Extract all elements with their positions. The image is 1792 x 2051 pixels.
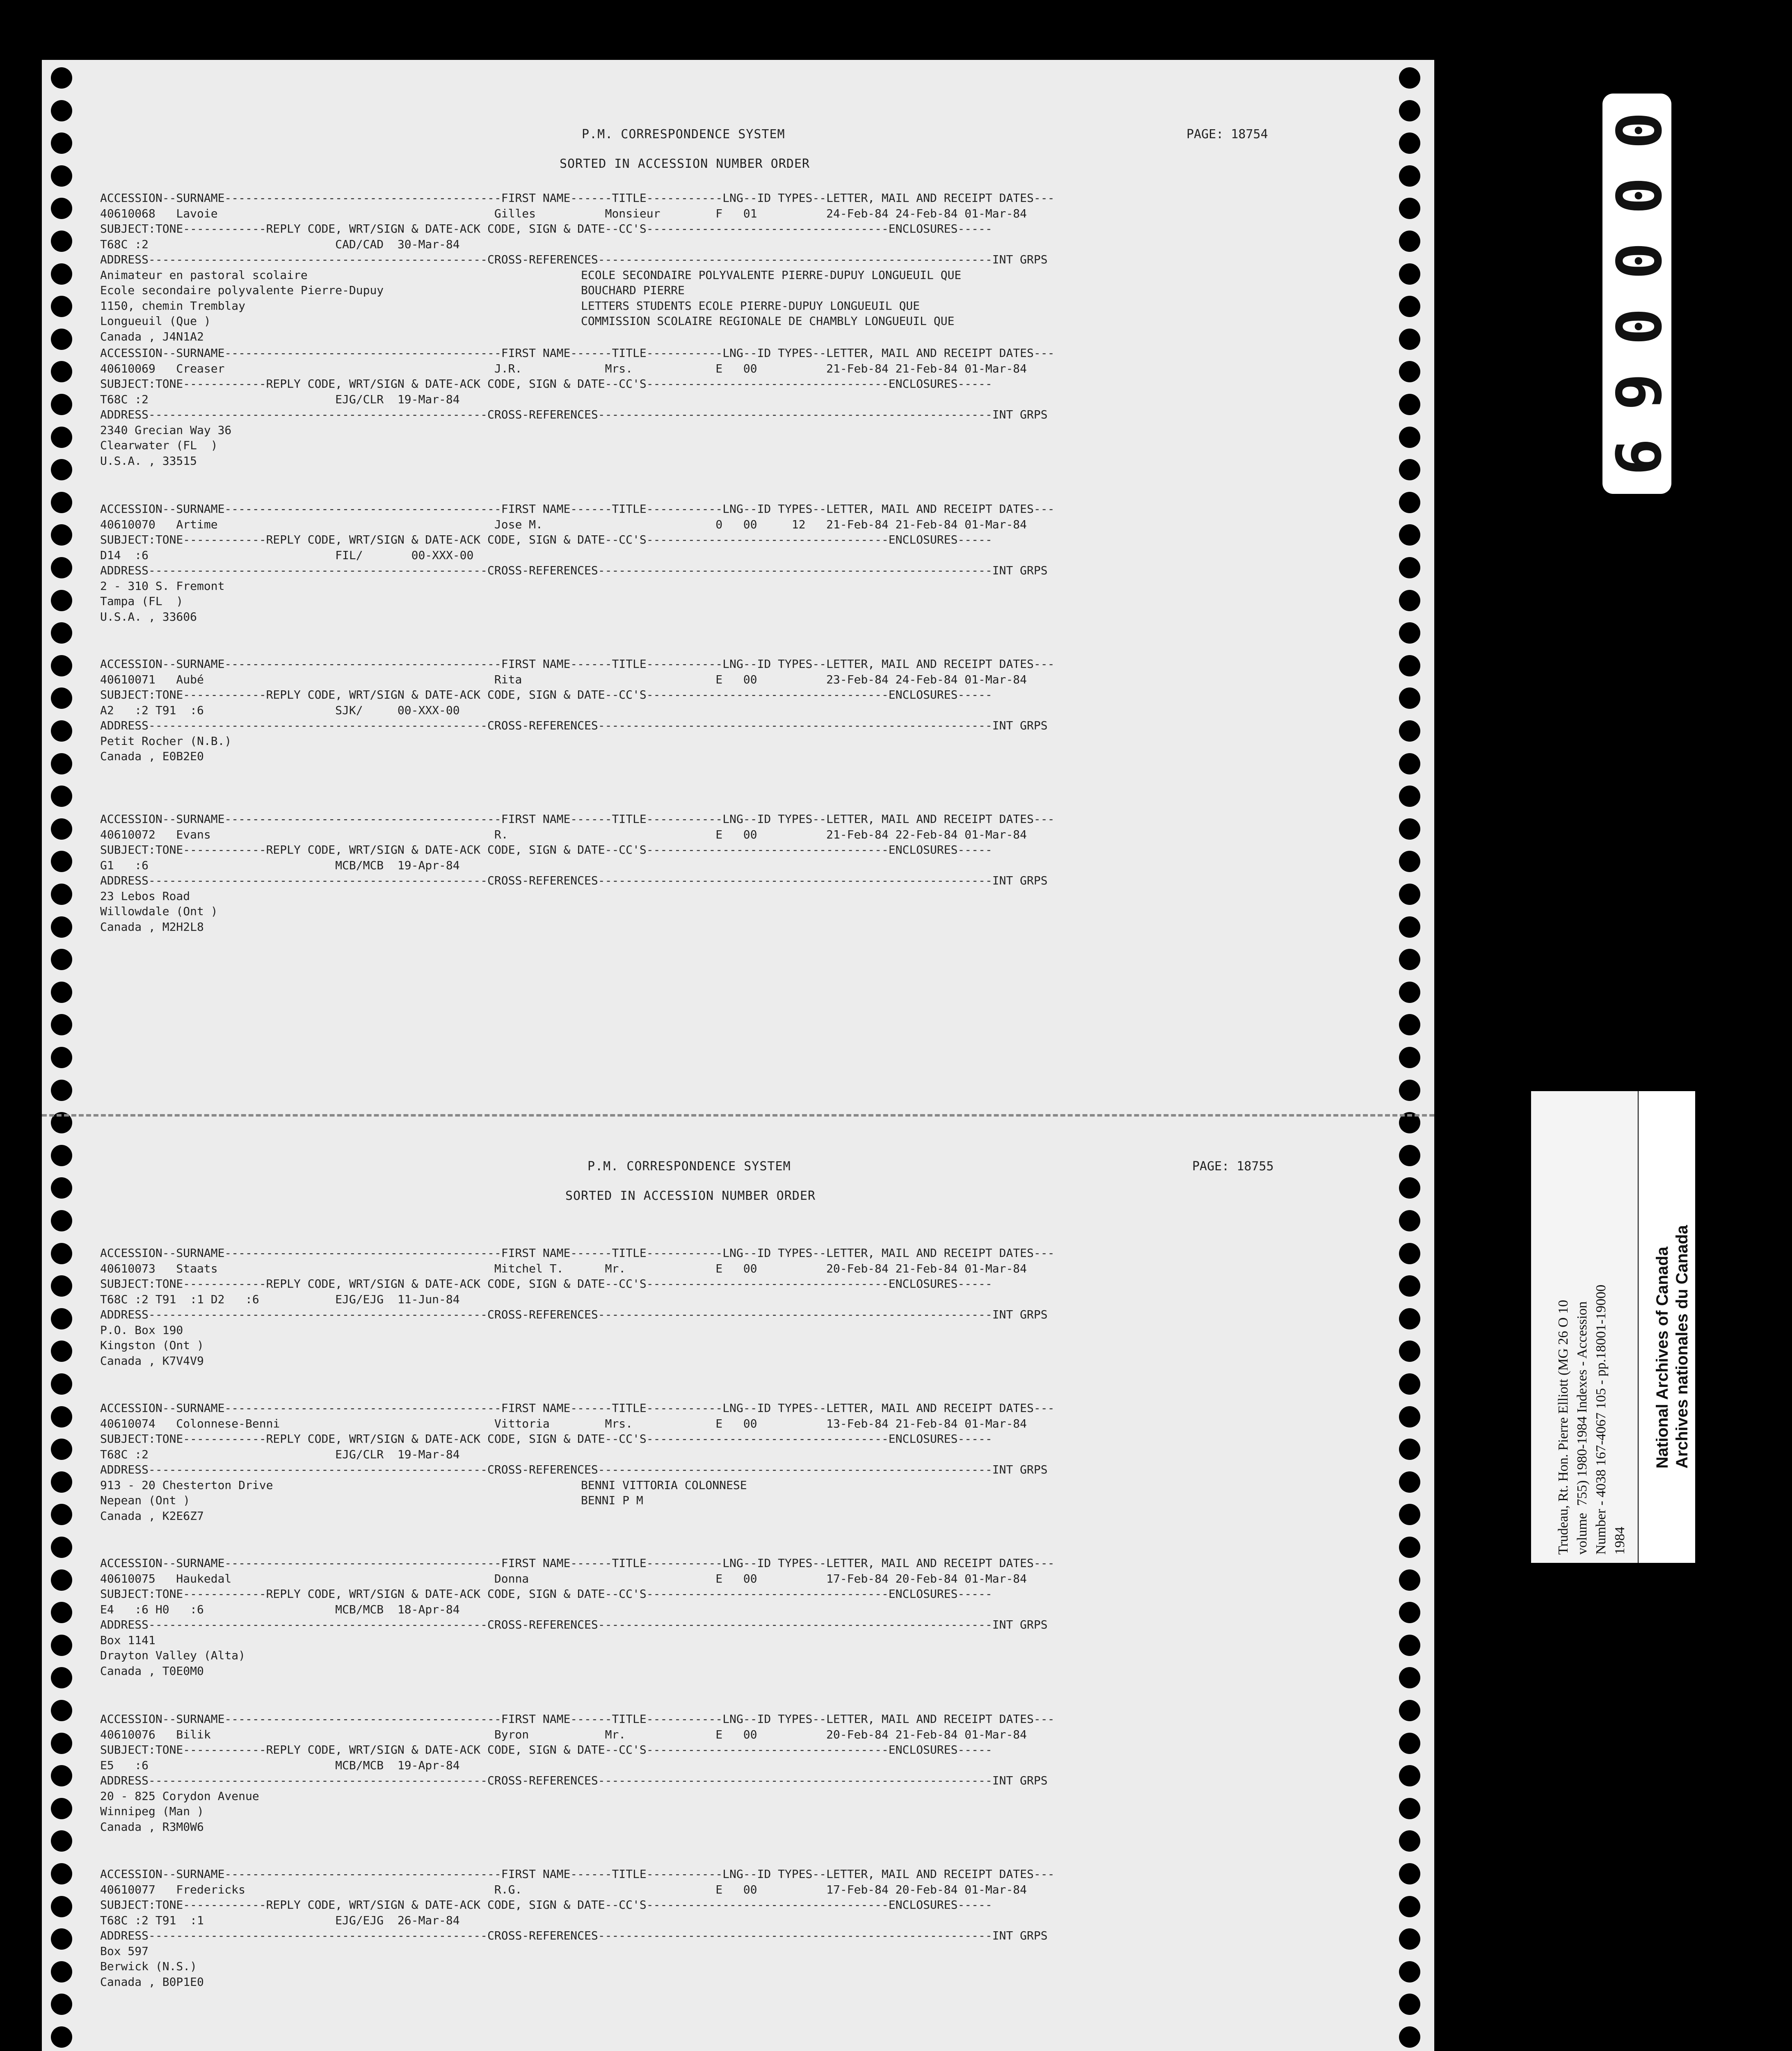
tractor-hole [1399,590,1420,611]
page-subtitle: SORTED IN ACCESSION NUMBER ORDER [560,157,810,171]
tractor-hole [51,1733,72,1754]
tractor-hole [1399,132,1420,154]
tractor-hole [1399,655,1420,676]
tractor-hole [51,982,72,1003]
record-value-line: 40610076 Bilik Byron Mr. E 00 20-Feb-84 21-Feb-84 01-Mar-84 [100,1727,1027,1741]
record-header-line: ACCESSION--SURNAME----------------------------------------FIRST NAME------TITLE-----------LNG--ID TYPES--LETTER, MAIL AND RECEIPT DATES--- [100,1246,1055,1260]
tractor-hole [51,198,72,219]
tractor-hole [51,459,72,480]
tractor-hole [51,1177,72,1199]
tractor-hole [1399,1471,1420,1493]
tractor-hole [51,720,72,742]
tractor-hole [51,1569,72,1591]
address-line: Longueuil (Que ) [100,314,211,328]
record-header-line: SUBJECT:TONE------------REPLY CODE, WRT/SIGN & DATE-ACK CODE, SIGN & DATE--CC'S-----------------------------------ENCLOSURES----- [100,688,992,701]
tractor-hole [51,1145,72,1166]
record-header-line: ADDRESS-------------------------------------------------CROSS-REFERENCES---------------------------------------------------------INT GRPS [100,253,1048,266]
tractor-hole [1399,622,1420,644]
tractor-hole [51,361,72,382]
tractor-hole [51,67,72,89]
tractor-hole [51,1471,72,1493]
record-value-line: T68C :2 CAD/CAD 30-Mar-84 [100,237,460,251]
tractor-holes-left [51,60,80,2051]
printout-paper [42,60,1434,2051]
record-header-line: ACCESSION--SURNAME----------------------------------------FIRST NAME------TITLE-----------LNG--ID TYPES--LETTER, MAIL AND RECEIPT DATES--- [100,812,1055,826]
record-header-line: SUBJECT:TONE------------REPLY CODE, WRT/SIGN & DATE-ACK CODE, SIGN & DATE--CC'S-----------------------------------ENCLOSURES----- [100,1898,992,1912]
tractor-hole [1399,1210,1420,1231]
tractor-hole [1399,1243,1420,1264]
address-line: Canada , K7V4V9 [100,1354,204,1368]
record-header-line: ACCESSION--SURNAME----------------------------------------FIRST NAME------TITLE-----------LNG--ID TYPES--LETTER, MAIL AND RECEIPT DATES--- [100,346,1055,360]
frame-number-digit: 0 [1601,242,1673,280]
record-value-line: 40610071 Aubé Rita E 00 23-Feb-84 24-Feb-84 01-Mar-84 [100,672,1027,686]
record-value-line: T68C :2 T91 :1 D2 :6 EJG/EJG 11-Jun-84 [100,1292,460,1306]
record-header-line: ACCESSION--SURNAME----------------------------------------FIRST NAME------TITLE-----------LNG--ID TYPES--LETTER, MAIL AND RECEIPT DATES--- [100,1401,1055,1415]
tractor-hole [1399,1602,1420,1623]
label-line: Trudeau, Rt. Hon. Pierre Elliott (MG 26 O 10 [1556,1300,1571,1555]
tractor-hole [1399,165,1420,187]
address-line: Petit Rocher (N.B.) [100,734,232,748]
correspondence-record [100,1866,1372,1944]
tractor-hole [1399,884,1420,905]
address-line: Ecole secondaire polyvalente Pierre-Dupuy [100,283,384,297]
address-line: Drayton Valley (Alta) [100,1649,246,1662]
tractor-hole [1399,231,1420,252]
record-value-line: D14 :6 FIL/ 00-XXX-00 [100,548,474,562]
tractor-hole [1399,818,1420,840]
address-line: Nepean (Ont ) [100,1494,190,1507]
tractor-hole [51,100,72,121]
tractor-hole [51,296,72,317]
tractor-hole [1399,1830,1420,1852]
record-header-line: ACCESSION--SURNAME----------------------------------------FIRST NAME------TITLE-----------LNG--ID TYPES--LETTER, MAIL AND RECEIPT DATES--- [100,1867,1055,1881]
tractor-hole [1399,1733,1420,1754]
correspondence-record [100,811,1372,888]
tractor-hole [1399,1569,1420,1591]
tractor-hole [1399,753,1420,774]
page-title: P.M. CORRESPONDENCE SYSTEM [587,1159,791,1174]
tractor-hole [1399,100,1420,121]
address-line: U.S.A. , 33515 [100,454,197,468]
tractor-hole [51,1863,72,1884]
tractor-hole [51,132,72,154]
address-line: 2 - 310 S. Fremont [100,579,225,593]
record-header-line: ADDRESS-------------------------------------------------CROSS-REFERENCES---------------------------------------------------------INT GRPS [100,874,1048,887]
record-header-line: ACCESSION--SURNAME----------------------------------------FIRST NAME------TITLE-----------LNG--ID TYPES--LETTER, MAIL AND RECEIPT DATES--- [100,502,1055,516]
record-header-line: ADDRESS-------------------------------------------------CROSS-REFERENCES---------------------------------------------------------INT GRPS [100,1929,1048,1942]
tractor-hole [1399,1080,1420,1101]
correspondence-record [100,1400,1372,1478]
record-value-line: A2 :2 T91 :6 SJK/ 00-XXX-00 [100,703,460,717]
tractor-hole [1399,296,1420,317]
address-line: Animateur en pastoral scolaire [100,268,308,282]
frame-number-digit: 0 [1601,177,1673,215]
record-header-line: SUBJECT:TONE------------REPLY CODE, WRT/SIGN & DATE-ACK CODE, SIGN & DATE--CC'S-----------------------------------ENCLOSURES----- [100,533,992,546]
tractor-hole [51,1275,72,1297]
record-value-line: 40610074 Colonnese-Benni Vittoria Mrs. E 00 13-Feb-84 21-Feb-84 01-Mar-84 [100,1416,1027,1430]
tractor-hole [1399,720,1420,742]
tractor-hole [51,1014,72,1035]
record-header-line: ADDRESS-------------------------------------------------CROSS-REFERENCES---------------------------------------------------------INT GRPS [100,1308,1048,1321]
record-header-line: ADDRESS-------------------------------------------------CROSS-REFERENCES---------------------------------------------------------INT GRPS [100,1618,1048,1631]
record-header-line: ACCESSION--SURNAME----------------------------------------FIRST NAME------TITLE-----------LNG--ID TYPES--LETTER, MAIL AND RECEIPT DATES--- [100,1556,1055,1570]
correspondence-record [100,1555,1372,1633]
correspondence-record [100,1711,1372,1788]
cross-reference-line: BENNI VITTORIA COLONNESE [581,1478,747,1492]
tractor-hole [51,753,72,774]
tractor-hole [1399,1341,1420,1362]
tractor-hole [1399,1439,1420,1460]
tractor-hole [51,590,72,611]
record-header-line: ADDRESS-------------------------------------------------CROSS-REFERENCES---------------------------------------------------------INT GRPS [100,1774,1048,1787]
frame-number-digit: 0 [1601,308,1673,345]
tractor-hole [51,851,72,872]
address-line: Canada , T0E0M0 [100,1664,204,1678]
tractor-hole [1399,1145,1420,1166]
record-header-line: SUBJECT:TONE------------REPLY CODE, WRT/SIGN & DATE-ACK CODE, SIGN & DATE--CC'S-----------------------------------ENCLOSURES----- [100,1277,992,1290]
record-header-line: ACCESSION--SURNAME----------------------------------------FIRST NAME------TITLE-----------LNG--ID TYPES--LETTER, MAIL AND RECEIPT DATES--- [100,1712,1055,1726]
tractor-hole [51,1994,72,2015]
tractor-hole [51,1210,72,1231]
record-header-line: ACCESSION--SURNAME----------------------------------------FIRST NAME------TITLE-----------LNG--ID TYPES--LETTER, MAIL AND RECEIPT DATES--- [100,657,1055,671]
tractor-hole [1399,1798,1420,1819]
record-header-line: SUBJECT:TONE------------REPLY CODE, WRT/SIGN & DATE-ACK CODE, SIGN & DATE--CC'S-----------------------------------ENCLOSURES----- [100,1432,992,1446]
record-value-line: 40610070 Artime Jose M. 0 00 12 21-Feb-84 21-Feb-84 01-Mar-84 [100,517,1027,531]
record-header-line: SUBJECT:TONE------------REPLY CODE, WRT/SIGN & DATE-ACK CODE, SIGN & DATE--CC'S-----------------------------------ENCLOSURES----- [100,843,992,856]
record-header-line: ACCESSION--SURNAME----------------------------------------FIRST NAME------TITLE-----------LNG--ID TYPES--LETTER, MAIL AND RECEIPT DATES--- [100,191,1055,205]
tractor-hole [51,1373,72,1395]
archive-name-en: National Archives of Canada [1653,1247,1671,1469]
address-line: Canada , E0B2E0 [100,749,204,763]
address-line: 913 - 20 Chesterton Drive [100,1478,273,1492]
address-line: 1150, chemin Tremblay [100,299,246,313]
tractor-hole [1399,1308,1420,1329]
record-value-line: T68C :2 EJG/CLR 19-Mar-84 [100,1447,460,1461]
tractor-hole [51,1243,72,1264]
tractor-hole [1399,427,1420,448]
tractor-hole [51,622,72,644]
archive-label [1531,1091,1695,1563]
tractor-hole [51,687,72,709]
cross-reference-line: LETTERS STUDENTS ECOLE PIERRE-DUPUY LONGUEUIL QUE [581,299,920,313]
record-value-line: T68C :2 EJG/CLR 19-Mar-84 [100,392,460,406]
tractor-hole [1399,982,1420,1003]
record-value-line: T68C :2 T91 :1 EJG/EJG 26-Mar-84 [100,1913,460,1927]
address-line: Canada , M2H2L8 [100,920,204,934]
tractor-hole [51,2026,72,2048]
tractor-hole [1399,329,1420,350]
tractor-hole [51,1602,72,1623]
tractor-hole [1399,1700,1420,1721]
address-line: Tampa (FL ) [100,594,183,608]
tractor-hole [51,884,72,905]
tractor-hole [51,786,72,807]
tractor-hole [1399,67,1420,89]
record-header-line: ADDRESS-------------------------------------------------CROSS-REFERENCES---------------------------------------------------------INT GRPS [100,719,1048,732]
tractor-hole [1399,459,1420,480]
tractor-hole [1399,2026,1420,2048]
tractor-hole [1399,1667,1420,1688]
address-line: P.O. Box 190 [100,1323,183,1337]
address-line: Canada , R3M0W6 [100,1820,204,1834]
address-line: Berwick (N.S.) [100,1960,197,1973]
tractor-hole [51,231,72,252]
tractor-hole [1399,394,1420,415]
tractor-hole [51,1080,72,1101]
frame-number-digit: 0 [1601,112,1673,149]
address-line: Kingston (Ont ) [100,1338,204,1352]
address-line: 20 - 825 Corydon Avenue [100,1789,259,1803]
record-value-line: E4 :6 H0 :6 MCB/MCB 18-Apr-84 [100,1602,460,1616]
tractor-hole [1399,1635,1420,1656]
tractor-hole [1399,1504,1420,1525]
tractor-hole [1399,557,1420,578]
tractor-hole [51,1765,72,1786]
frame-number-digit: 9 [1601,439,1673,476]
tractor-hole [1399,1765,1420,1786]
record-value-line: 40610073 Staats Mitchel T. Mr. E 00 20-Feb-84 21-Feb-84 01-Mar-84 [100,1261,1027,1275]
tractor-holes-right [1399,60,1428,2051]
tractor-hole [1399,851,1420,872]
address-line: Canada , B0P1E0 [100,1975,204,1989]
page-subtitle: SORTED IN ACCESSION NUMBER ORDER [565,1189,816,1203]
correspondence-record [100,501,1372,578]
tractor-hole [1399,786,1420,807]
tractor-hole [1399,1537,1420,1558]
tractor-hole [51,394,72,415]
address-line: 23 Lebos Road [100,889,190,903]
tractor-hole [1399,1275,1420,1297]
address-line: Winnipeg (Man ) [100,1804,204,1818]
record-value-line: 40610072 Evans R. E 00 21-Feb-84 22-Feb-84 01-Mar-84 [100,827,1027,841]
tractor-hole [1399,1014,1420,1035]
tractor-hole [51,1830,72,1852]
tractor-hole [1399,1177,1420,1199]
tractor-hole [51,427,72,448]
record-header-line: ADDRESS-------------------------------------------------CROSS-REFERENCES---------------------------------------------------------INT GRPS [100,408,1048,421]
tractor-hole [51,165,72,187]
address-line: Clearwater (FL ) [100,439,218,452]
tractor-hole [1399,1373,1420,1395]
correspondence-record [100,656,1372,733]
tractor-hole [51,329,72,350]
tractor-hole [1399,1896,1420,1917]
tractor-hole [51,1341,72,1362]
address-line: Canada , K2E6Z7 [100,1509,204,1523]
tractor-hole [51,1406,72,1427]
label-line: volume 755) 1980-1984 Indexes - Accession [1575,1301,1590,1555]
record-header-line: SUBJECT:TONE------------REPLY CODE, WRT/SIGN & DATE-ACK CODE, SIGN & DATE--CC'S-----------------------------------ENCLOSURES----- [100,1743,992,1756]
tractor-hole [51,524,72,546]
cross-reference-line: COMMISSION SCOLAIRE REGIONALE DE CHAMBLY LONGUEUIL QUE [581,314,955,328]
record-header-line: ADDRESS-------------------------------------------------CROSS-REFERENCES---------------------------------------------------------INT GRPS [100,564,1048,577]
correspondence-record [100,1245,1372,1322]
tractor-hole [1399,263,1420,285]
correspondence-record [100,345,1372,423]
page-number: PAGE: 18755 [1192,1159,1274,1174]
record-header-line: SUBJECT:TONE------------REPLY CODE, WRT/SIGN & DATE-ACK CODE, SIGN & DATE--CC'S-----------------------------------ENCLOSURES----- [100,377,992,391]
tractor-hole [51,1798,72,1819]
tractor-hole [51,1047,72,1068]
record-value-line: G1 :6 MCB/MCB 19-Apr-84 [100,858,460,872]
tractor-hole [51,1700,72,1721]
label-archive-panel [1639,1091,1695,1563]
tractor-hole [51,1504,72,1525]
cross-reference-line: BENNI P M [581,1494,643,1507]
tractor-hole [1399,1994,1420,2015]
address-line: Box 1141 [100,1633,155,1647]
address-line: Canada , J4N1A2 [100,329,204,343]
tractor-hole [1399,1047,1420,1068]
record-value-line: 40610069 Creaser J.R. Mrs. E 00 21-Feb-84 21-Feb-84 01-Mar-84 [100,361,1027,375]
tractor-hole [51,1896,72,1917]
tractor-hole [1399,1863,1420,1884]
page-perforation [42,1114,1434,1117]
tractor-hole [1399,1928,1420,1950]
archive-name-fr: Archives nationales du Canada [1673,1225,1691,1469]
record-value-line: 40610068 Lavoie Gilles Monsieur F 01 24-Feb-84 24-Feb-84 01-Mar-84 [100,206,1027,220]
label-description-panel [1531,1091,1638,1563]
page-number: PAGE: 18754 [1186,127,1268,142]
record-header-line: ADDRESS-------------------------------------------------CROSS-REFERENCES---------------------------------------------------------INT GRPS [100,1463,1048,1476]
address-line: U.S.A. , 33606 [100,610,197,624]
record-header-line: SUBJECT:TONE------------REPLY CODE, WRT/SIGN & DATE-ACK CODE, SIGN & DATE--CC'S-----------------------------------ENCLOSURES----- [100,1587,992,1601]
tractor-hole [1399,524,1420,546]
cross-reference-line: ECOLE SECONDAIRE POLYVALENTE PIERRE-DUPUY LONGUEUIL QUE [581,268,962,282]
cross-reference-line: BOUCHARD PIERRE [581,283,685,297]
tractor-hole [51,1635,72,1656]
tractor-hole [1399,361,1420,382]
address-line: 2340 Grecian Way 36 [100,423,232,437]
tractor-hole [51,263,72,285]
record-value-line: 40610077 Fredericks R.G. E 00 17-Feb-84 20-Feb-84 01-Mar-84 [100,1882,1027,1896]
tractor-hole [1399,687,1420,709]
correspondence-record [100,190,1372,267]
tractor-hole [1399,1406,1420,1427]
page-title: P.M. CORRESPONDENCE SYSTEM [582,127,785,142]
tractor-hole [51,949,72,970]
tractor-hole [51,1928,72,1950]
address-line: Box 597 [100,1944,149,1958]
label-line: Number - 4038 167-4067 105 - pp.18001-19000 [1593,1284,1609,1555]
tractor-hole [51,655,72,676]
tractor-hole [51,1308,72,1329]
tractor-hole [1399,492,1420,513]
tractor-hole [1399,949,1420,970]
frame-number-digit: 6 [1601,373,1673,411]
tractor-hole [1399,916,1420,938]
tractor-hole [51,1439,72,1460]
frame-number-label [1602,94,1671,494]
tractor-hole [51,1961,72,1982]
tractor-hole [51,557,72,578]
record-value-line: 40610075 Haukedal Donna E 00 17-Feb-84 20-Feb-84 01-Mar-84 [100,1571,1027,1585]
tractor-hole [51,1537,72,1558]
tractor-hole [51,818,72,840]
tractor-hole [1399,198,1420,219]
tractor-hole [51,492,72,513]
address-line: Willowdale (Ont ) [100,904,218,918]
record-value-line: E5 :6 MCB/MCB 19-Apr-84 [100,1758,460,1772]
label-line: 1984 [1612,1527,1627,1555]
tractor-hole [1399,1961,1420,1982]
record-header-line: SUBJECT:TONE------------REPLY CODE, WRT/SIGN & DATE-ACK CODE, SIGN & DATE--CC'S-----------------------------------ENCLOSURES----- [100,222,992,235]
tractor-hole [51,916,72,938]
tractor-hole [51,1667,72,1688]
